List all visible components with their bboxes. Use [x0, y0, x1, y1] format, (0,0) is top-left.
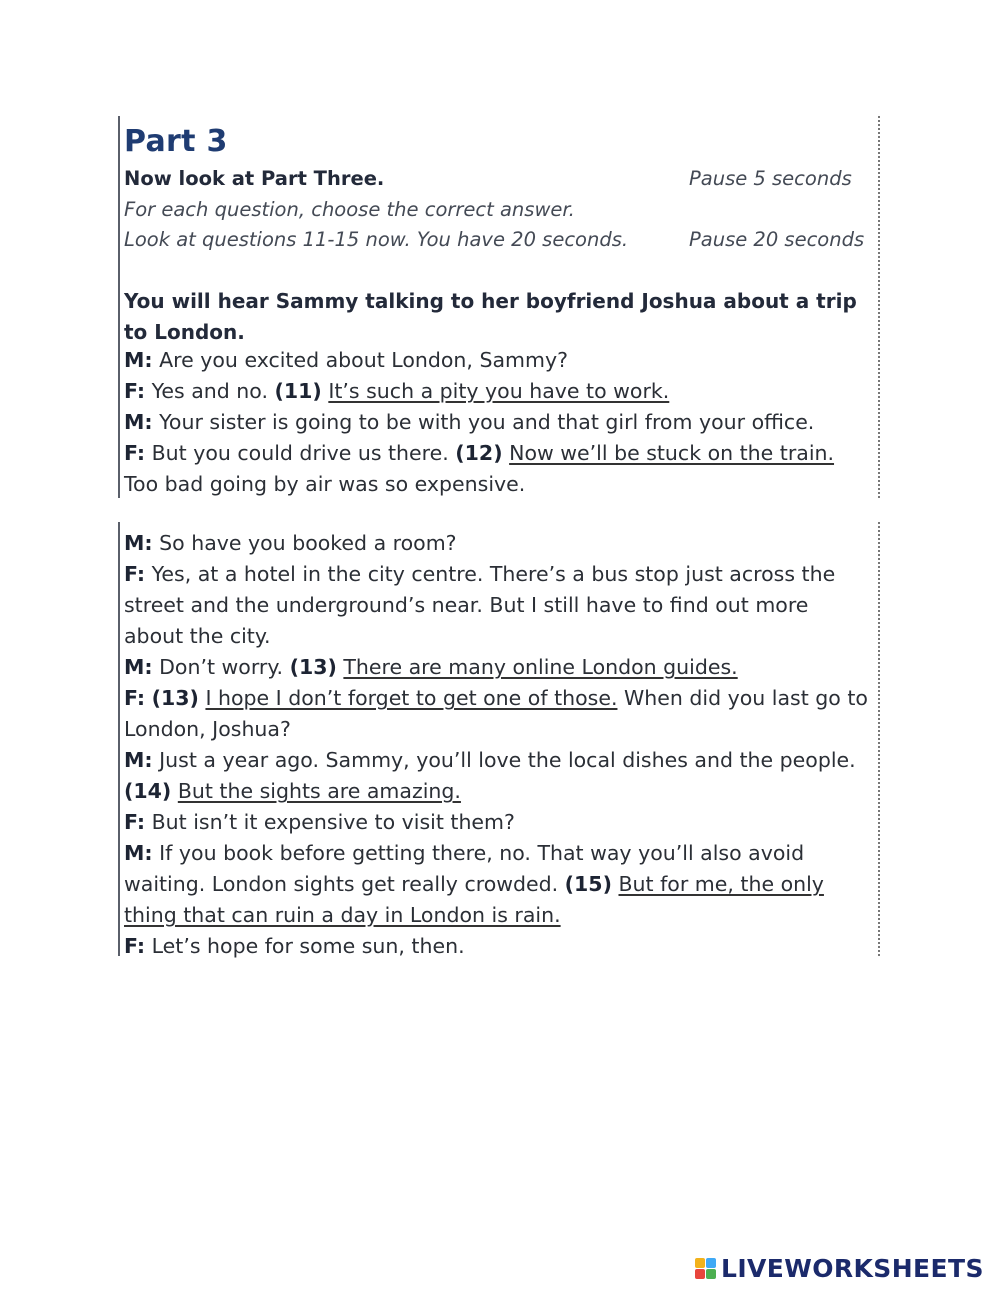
answer-underlined: It’s such a pity you have to work. — [328, 379, 670, 403]
logo-icon — [695, 1258, 716, 1279]
speaker-label: F: — [124, 810, 146, 834]
speaker-label: M: — [124, 410, 153, 434]
speaker-label: F: — [124, 934, 146, 958]
dialogue-line — [124, 345, 872, 376]
dialogue-block-1 — [124, 345, 872, 500]
dialogue-text: So have you booked a room? — [152, 531, 457, 555]
speaker-label: M: — [124, 531, 153, 555]
dialogue-text: Don’t worry. — [152, 655, 290, 679]
dialogue-line — [124, 683, 872, 745]
pause-5-seconds: Pause 5 seconds — [689, 167, 852, 190]
left-border-top — [118, 116, 120, 498]
logo-text: LIVEWORKSHEETS — [721, 1254, 984, 1283]
speaker-label: F: — [124, 441, 146, 465]
intro-text: You will hear Sammy talking to her boyfriend Joshua about a trip to London. — [124, 289, 857, 344]
dialogue-line — [124, 652, 872, 683]
page-title: Part 3 — [124, 124, 228, 159]
question-number: (13) — [289, 655, 337, 679]
logo-square — [695, 1269, 705, 1279]
dialogue-text: Are you excited about London, Sammy? — [152, 348, 568, 372]
question-number: (11) — [274, 379, 322, 403]
instruction-line-1: Now look at Part Three. — [124, 167, 385, 190]
speaker-label: M: — [124, 748, 153, 772]
speaker-label: F: — [124, 686, 146, 710]
dialogue-text: Yes, at a hotel in the city centre. There’s a bus stop just across the street and the underground’s near. But I still have to find out more about the city. — [124, 562, 836, 648]
speaker-label: F: — [124, 562, 146, 586]
dialogue-text-after: Too bad going by air was so expensive. — [124, 472, 526, 496]
left-border-bottom — [118, 522, 120, 956]
logo-square — [706, 1269, 716, 1279]
logo-square — [706, 1258, 716, 1268]
question-number: (12) — [455, 441, 503, 465]
speaker-label: M: — [124, 348, 153, 372]
dialogue-text: Yes and no. — [145, 379, 275, 403]
dialogue-line — [124, 745, 872, 807]
dialogue-text: But isn’t it expensive to visit them? — [145, 810, 515, 834]
dialogue-block-2 — [124, 528, 872, 962]
answer-underlined: But for me, the only thing that can ruin a day in London is rain. — [124, 872, 824, 927]
speaker-label: M: — [124, 841, 153, 865]
dialogue-line — [124, 931, 872, 962]
instruction-line-3: Look at questions 11-15 now. You have 20 seconds. — [124, 228, 629, 251]
liveworksheets-logo — [695, 1254, 984, 1283]
question-number: (13) — [151, 686, 199, 710]
instruction-line-2: For each question, choose the correct answer. — [124, 198, 575, 221]
answer-underlined: Now we’ll be stuck on the train. — [509, 441, 835, 465]
dialogue-line — [124, 807, 872, 838]
answer-underlined: I hope I don’t forget to get one of those. — [205, 686, 618, 710]
speaker-label: M: — [124, 655, 153, 679]
answer-underlined: There are many online London guides. — [343, 655, 738, 679]
logo-square — [695, 1258, 705, 1268]
dialogue-line — [124, 559, 872, 652]
speaker-label: F: — [124, 379, 146, 403]
pause-20-seconds: Pause 20 seconds — [689, 228, 865, 251]
question-number: (14) — [124, 779, 172, 803]
question-number: (15) — [564, 872, 612, 896]
right-border-top — [878, 116, 880, 498]
dialogue-text-after: When did you last go to London, Joshua? — [124, 686, 868, 741]
dialogue-line — [124, 407, 872, 438]
right-border-bottom — [878, 522, 880, 956]
dialogue-text: But you could drive us there. — [145, 441, 456, 465]
dialogue-text: Let’s hope for some sun, then. — [145, 934, 465, 958]
dialogue-text: If you book before getting there, no. That way you’ll also avoid waiting. London sights get really crowded. — [124, 841, 805, 896]
answer-underlined: But the sights are amazing. — [177, 779, 461, 803]
dialogue-line — [124, 376, 872, 407]
dialogue-line — [124, 528, 872, 559]
dialogue-text: Your sister is going to be with you and that girl from your office. — [152, 410, 815, 434]
dialogue-line — [124, 438, 872, 500]
dialogue-text: Just a year ago. Sammy, you’ll love the local dishes and the people. — [152, 748, 856, 772]
dialogue-line — [124, 838, 872, 931]
